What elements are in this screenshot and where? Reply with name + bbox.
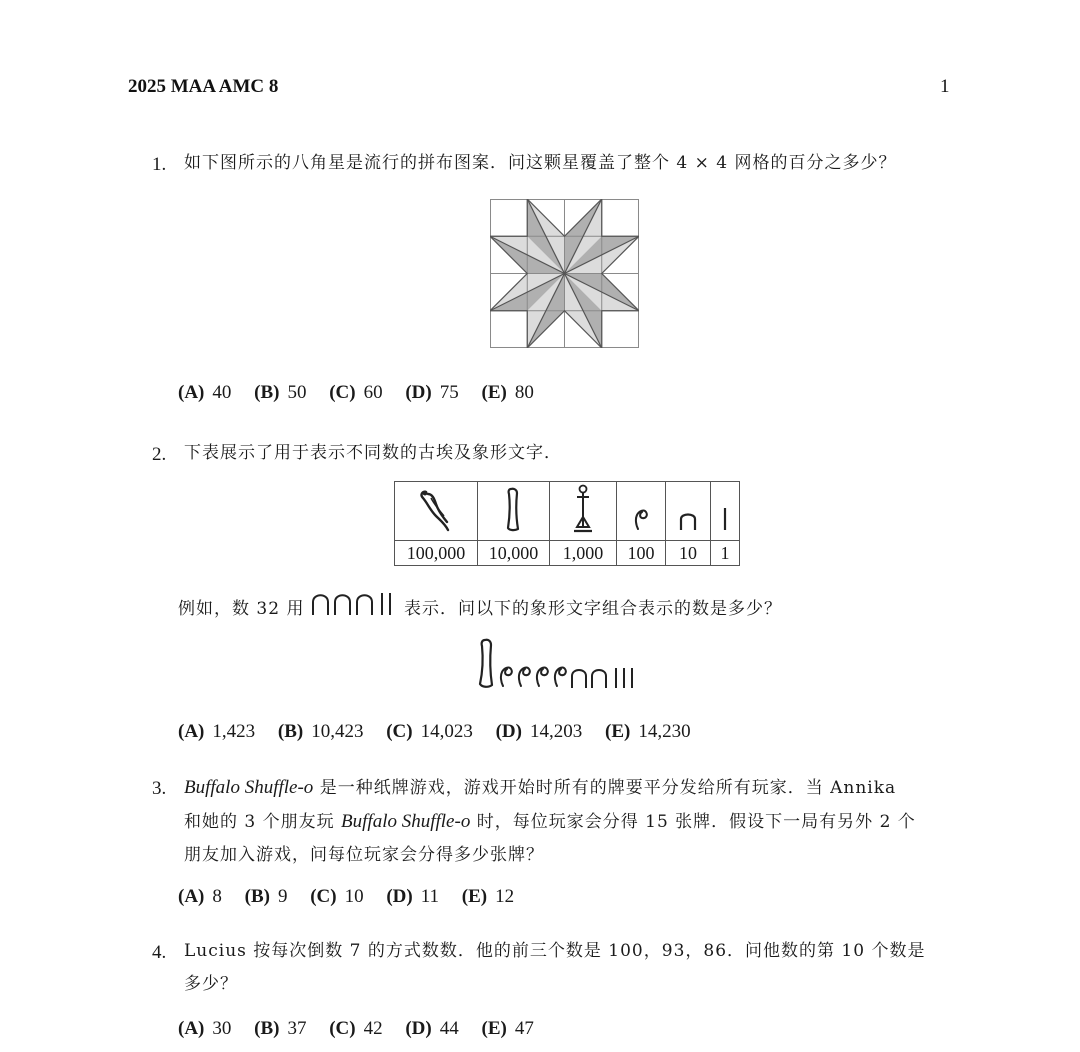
choice-a[interactable]: (A) 1,423 xyxy=(178,721,256,742)
hieroglyph-table xyxy=(394,481,740,566)
heel-icon xyxy=(678,508,698,532)
value-cell: 10 xyxy=(666,541,711,566)
coil-icon xyxy=(555,668,566,686)
value-cell: 100 xyxy=(617,541,666,566)
choice-e[interactable]: (E) 47 xyxy=(481,1018,534,1039)
game-name: Buffalo Shuffle-o xyxy=(184,777,314,798)
choice-e[interactable]: (E) 12 xyxy=(461,886,515,907)
symbol-cell xyxy=(395,482,478,541)
finger-icon xyxy=(480,640,492,687)
choice-e[interactable]: (E) 14,230 xyxy=(605,721,691,742)
value-cell: 1 xyxy=(711,541,740,566)
choice-d[interactable]: (D) 75 xyxy=(405,382,459,403)
choice-c[interactable]: (C) 60 xyxy=(329,382,383,403)
choice-d[interactable]: (D) 14,203 xyxy=(495,721,583,742)
page-header-title: 2025 MAA AMC 8 xyxy=(128,76,279,97)
question-number: 4. xyxy=(152,942,167,963)
value-cell: 10,000 xyxy=(478,541,550,566)
heel-icon xyxy=(357,595,372,615)
answer-choices xyxy=(178,382,552,404)
coil-icon xyxy=(537,668,548,686)
symbol-cell xyxy=(666,482,711,541)
finger-icon xyxy=(504,485,524,533)
heel-icon xyxy=(335,595,350,615)
heel-icon xyxy=(313,595,328,615)
choice-b[interactable]: (B) 9 xyxy=(244,886,288,907)
heel-icon xyxy=(592,670,606,688)
coil-icon xyxy=(519,668,530,686)
symbol-row xyxy=(395,482,740,541)
symbol-cell xyxy=(617,482,666,541)
choice-c[interactable]: (C) 14,023 xyxy=(386,721,473,742)
symbol-cell xyxy=(478,482,550,541)
question-text: 下表展示了用于表示不同数的古埃及象形文字． xyxy=(184,443,562,463)
choice-a[interactable]: (A) 40 xyxy=(178,382,232,403)
symbol-cell xyxy=(550,482,617,541)
choice-b[interactable]: (B) 10,423 xyxy=(277,721,364,742)
choice-b[interactable]: (B) 37 xyxy=(254,1018,307,1039)
eight-point-star-figure xyxy=(490,199,639,348)
question-number: 1. xyxy=(152,154,167,175)
game-name: Buffalo Shuffle-o xyxy=(341,811,471,832)
choice-e[interactable]: (E) 80 xyxy=(481,382,534,403)
question-number: 2. xyxy=(152,444,167,465)
coil-icon xyxy=(501,668,512,686)
choice-a[interactable]: (A) 30 xyxy=(178,1018,232,1039)
choice-c[interactable]: (C) 10 xyxy=(310,886,364,907)
lotus-icon xyxy=(571,483,595,535)
coil-icon xyxy=(632,503,650,533)
question-text: Buffalo Shuffle-o 是一种纸牌游戏，游戏开始时所有的牌要平分发给所有玩家．当 Annika 和她的 3 个朋友玩 Buffalo Shuffle-o 时，每位玩家会分得 15 张牌．假设下一局有另外 2 个 朋友加入游戏，问每位玩家会分得多少张牌？ xyxy=(184,777,916,865)
value-cell: 100,000 xyxy=(395,541,478,566)
stroke-icon xyxy=(720,506,730,532)
choice-b[interactable]: (B) 50 xyxy=(254,382,307,403)
choice-d[interactable]: (D) 44 xyxy=(405,1018,459,1039)
tadpole-icon xyxy=(414,486,458,532)
page-number: 1 xyxy=(940,76,950,97)
answer-choices xyxy=(178,1018,552,1040)
question-text: 如下图所示的八角星是流行的拼布图案．问这颗星覆盖了整个 4 × 4 网格的百分之多少？ xyxy=(184,153,897,173)
value-cell: 1,000 xyxy=(550,541,617,566)
glyph-combination xyxy=(476,636,660,692)
answer-choices xyxy=(178,886,532,908)
value-row xyxy=(395,541,740,566)
question-text: Lucius 按每次倒数 7 的方式数数．他的前三个数是 100，93，86．问他数的第 10 个数是 多少？ xyxy=(184,941,926,994)
choice-a[interactable]: (A) 8 xyxy=(178,886,222,907)
question-number: 3. xyxy=(152,778,167,799)
answer-choices xyxy=(178,721,709,743)
choice-d[interactable]: (D) 11 xyxy=(386,886,440,907)
choice-c[interactable]: (C) 42 xyxy=(329,1018,383,1039)
symbol-cell xyxy=(711,482,740,541)
example-prefix: 例如，数 32 用 xyxy=(178,599,305,619)
heel-icon xyxy=(572,670,586,688)
example-suffix: 表示．问以下的象形文字组合表示的数是多少？ xyxy=(404,599,782,619)
example-glyphs-32 xyxy=(310,589,406,617)
